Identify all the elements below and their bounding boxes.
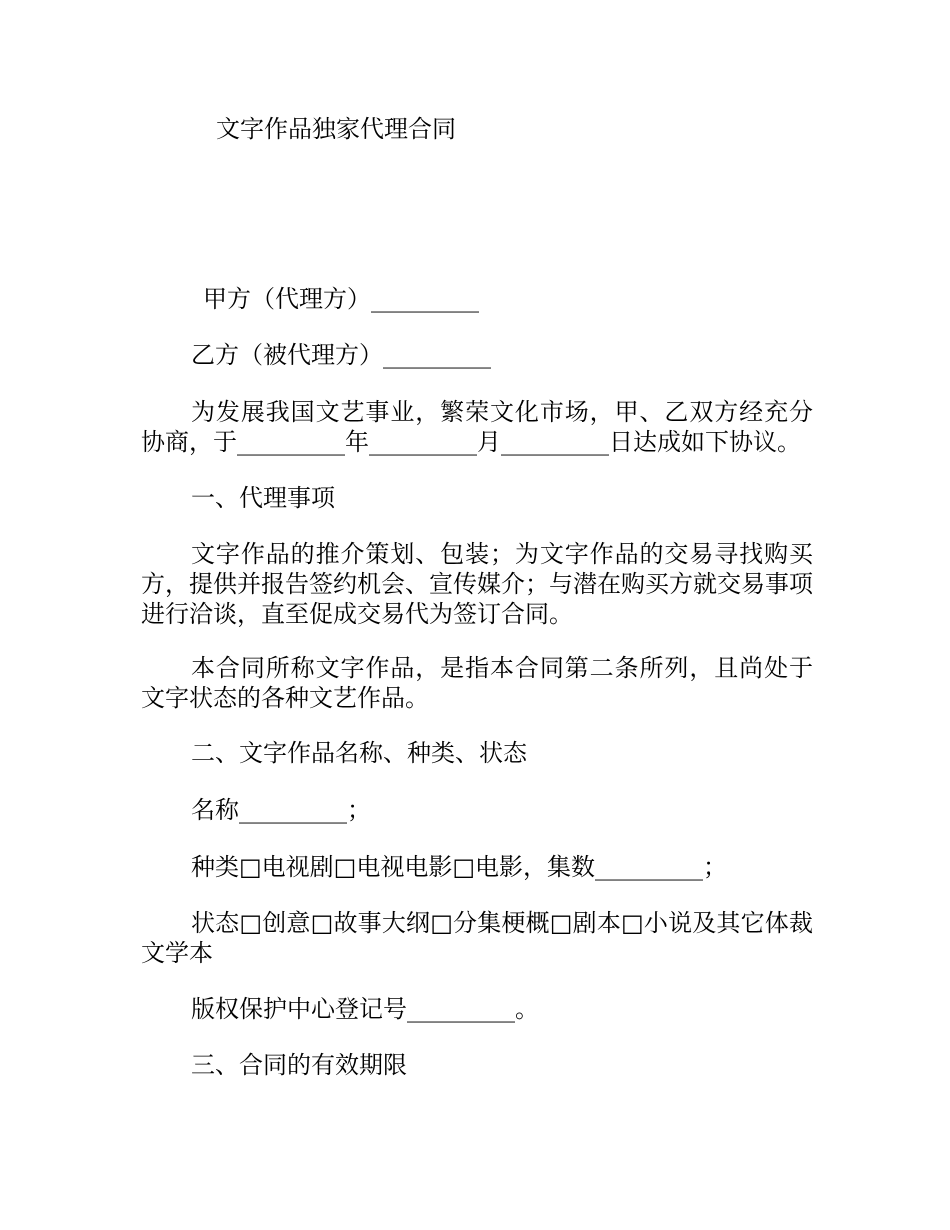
- work-status-paragraph: 状态□创意□故事大纲□分集梗概□剧本□小说及其它体裁文学本: [141, 909, 813, 967]
- section-1-heading: 一、代理事项: [191, 484, 335, 512]
- preamble-paragraph: 为发展我国文艺事业，繁荣文化市场，甲、乙双方经充分协商，于_________年_________月_________日达成如下协议。: [141, 398, 813, 456]
- section-2-heading: 二、文字作品名称、种类、状态: [191, 739, 527, 767]
- party-a-line: 甲方（代理方）_________: [203, 285, 479, 313]
- section-3-heading: 三、合同的有效期限: [191, 1051, 407, 1079]
- agency-matters-paragraph: 文字作品的推介策划、包装；为文字作品的交易寻找购买方，提供并报告签约机会、宣传媒介；与潜在购买方就交易事项进行洽谈，直至促成交易代为签订合同。: [141, 540, 813, 628]
- copyright-registration-line: 版权保护中心登记号_________。: [191, 995, 539, 1023]
- works-definition-paragraph: 本合同所称文字作品，是指本合同第二条所列，且尚处于文字状态的各种文艺作品。: [141, 654, 813, 712]
- party-b-line: 乙方（被代理方）_________: [191, 341, 491, 369]
- work-name-line: 名称_________；: [191, 796, 371, 824]
- document-title: 文字作品独家代理合同: [216, 115, 456, 143]
- work-type-line: 种类□电视剧□电视电影□电影，集数_________；: [191, 853, 728, 881]
